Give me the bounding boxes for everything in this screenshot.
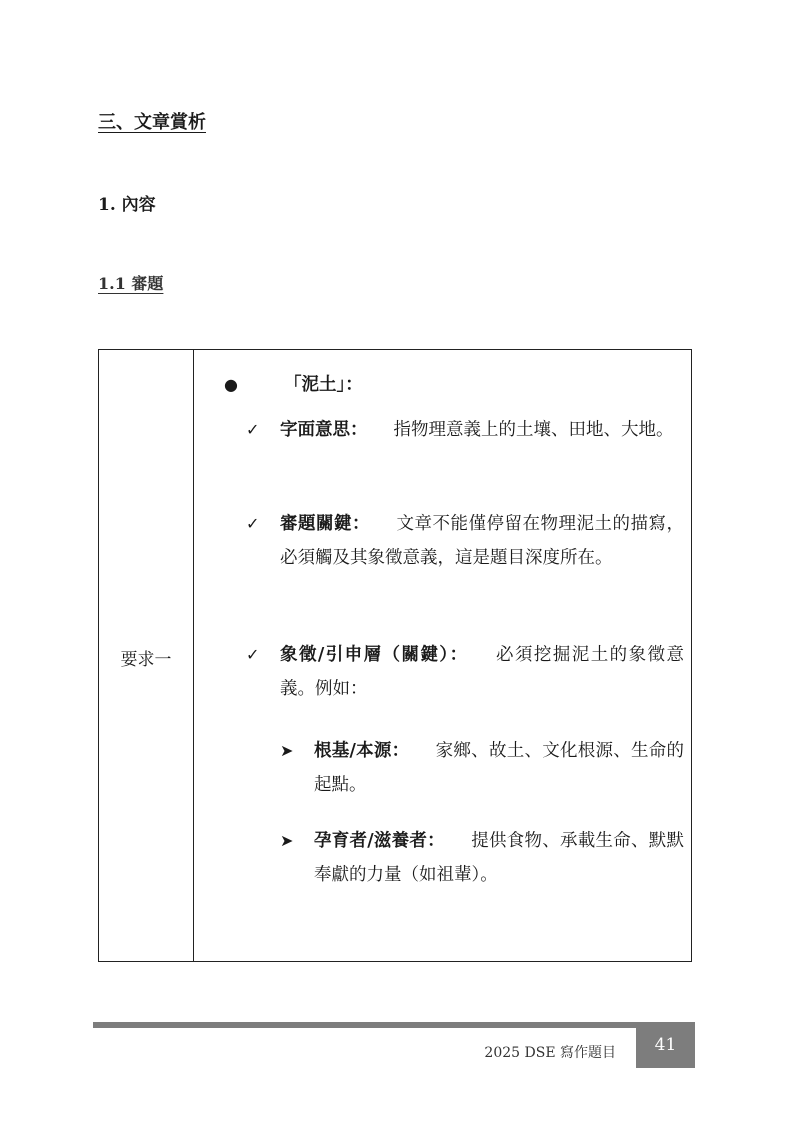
page-number: 41 bbox=[636, 1022, 695, 1068]
sub-item bbox=[280, 824, 684, 892]
requirement-table bbox=[98, 349, 692, 962]
checklist-item bbox=[246, 638, 684, 706]
checklist-item bbox=[246, 507, 684, 575]
item-desc: 文章不能僅停留在物理泥土的描寫，必須觸及其象徵意義，這是題目深度所在。 bbox=[280, 514, 684, 568]
footer-text: 2025 DSE 寫作題目 bbox=[484, 1045, 616, 1061]
requirement-label: 要求一 bbox=[99, 350, 194, 961]
content-subtitle: 1. 內容 bbox=[98, 195, 156, 215]
checklist-item bbox=[246, 413, 684, 447]
subitem-desc: 提供食物、承載生命、默默奉獻的力量（如祖輩）。 bbox=[314, 831, 684, 885]
subitem-term: 根基/本源： bbox=[314, 741, 410, 761]
bullet-row bbox=[224, 368, 363, 402]
requirement-content bbox=[194, 350, 691, 961]
check-icon: ✓ bbox=[246, 645, 260, 664]
check-icon: ✓ bbox=[246, 420, 260, 439]
check-icon: ✓ bbox=[246, 514, 260, 533]
item-term: 審題關鍵： bbox=[280, 514, 370, 534]
topic-analysis-subtitle: 1.1 審題 bbox=[98, 274, 164, 293]
sub-item bbox=[280, 734, 684, 802]
subitem-desc: 家鄉、故土、文化根源、生命的起點。 bbox=[314, 741, 684, 795]
arrow-bullet-icon: ➤ bbox=[280, 831, 294, 850]
arrow-bullet-icon: ➤ bbox=[280, 741, 294, 760]
item-desc: 必須挖掘泥土的象徵意義。例如： bbox=[280, 645, 684, 699]
bullet-icon: ● bbox=[224, 375, 238, 394]
footer-bar bbox=[93, 1022, 695, 1028]
item-term: 象徵/引申層（關鍵）： bbox=[280, 645, 469, 665]
item-desc: 指物理意義上的土壤、田地、大地。 bbox=[393, 420, 674, 440]
section-title: 三、文章賞析 bbox=[98, 112, 206, 133]
item-term: 字面意思： bbox=[280, 420, 368, 440]
subitem-term: 孕育者/滋養者： bbox=[314, 831, 445, 851]
bullet-title: 「泥土」： bbox=[284, 375, 363, 395]
